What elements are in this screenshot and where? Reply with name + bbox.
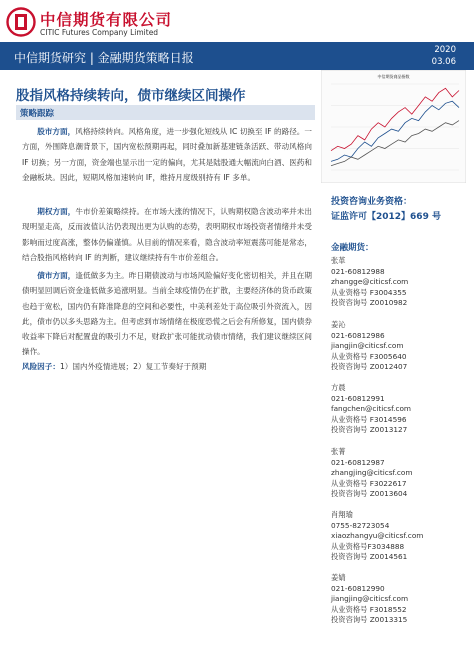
report-series-title: 中信期货研究 | 金融期货策略日报	[14, 51, 194, 65]
analyst-name: 张革	[331, 256, 346, 265]
report-date-year: 2020	[434, 45, 456, 55]
analyst-license: 从业资格号F3034888	[331, 541, 405, 551]
analyst-consult-license: 投资咨询号 Z0013127	[331, 425, 408, 435]
analyst-name: 张菁	[331, 447, 346, 456]
company-name-en: CITIC Futures Company Limited	[40, 28, 159, 37]
paragraph-text: 风格持续转向。风格角度，进一步强化短线从 IC 切换至 IF 的路径。一方面，外围降息潮背景下，国内宽松预期再起，同时叠加新基建链条活跃、带动风格向 IF 切换；另一方面，资金端也显示出一定的偏向，尤其是陆股通大幅流向白酒、医药和金融板块。因此，短期风格加速转向 IF，维持月度级别持有 IF 多单。	[22, 127, 312, 182]
analyst-card	[331, 383, 411, 436]
section-title: 策略跟踪	[20, 108, 55, 119]
analyst-license: 从业资格号 F3014596	[331, 414, 407, 424]
analyst-email[interactable]: jiangjin@citicsf.com	[331, 341, 404, 351]
analyst-email[interactable]: xiaozhangyu@citicsf.com	[331, 531, 424, 541]
analyst-name: 姜婧	[331, 573, 346, 582]
analyst-card	[331, 447, 412, 500]
analyst-phone: 021-60812988	[331, 266, 385, 276]
analyst-consult-license: 投资咨询号 Z0013315	[331, 615, 408, 625]
index-chart	[321, 70, 466, 183]
analyst-consult-license: 投资咨询号 Z0014561	[331, 552, 408, 562]
risk-factors	[22, 361, 206, 372]
analyst-card	[331, 573, 408, 626]
analysts-heading: 金融期货：	[331, 243, 374, 253]
report-banner	[0, 42, 474, 70]
analyst-phone: 021-60812987	[331, 457, 385, 467]
analyst-license: 从业资格号 F3018552	[331, 604, 407, 614]
paragraph-stock	[22, 124, 312, 185]
citic-logo-icon	[6, 7, 36, 37]
analyst-license: 从业资格号 F3004355	[331, 287, 407, 297]
paragraph-text: 牛市价差策略续持。在市场大涨的情况下，认购期权隐含波动率并未出现明显走高，反而波值认沽仍表现出更为认购的态势，表明期权市场投资者情绪并未受影响而过度高涨，整体仍偏谨慎。从目前的情况来看，隐含波动率短震荡可能是常态，结合股指风格转向 IF 的判断，建议继续持有牛市价差组合。	[22, 207, 313, 262]
section-header	[16, 105, 315, 120]
analyst-card	[331, 510, 423, 563]
company-logo	[6, 7, 238, 41]
paragraph-lead: 债市方面，	[37, 271, 76, 280]
report-headline: 股指风格持续转向，债市继续区间操作	[16, 88, 246, 104]
qualification-license: 证监许可【2012】669 号	[331, 212, 441, 222]
analyst-name: 方晨	[331, 383, 346, 392]
analyst-phone: 021-60812991	[331, 393, 385, 403]
report-date-day: 03.06	[431, 57, 456, 67]
paragraph-text: 逢低做多为主。昨日期债波动与市场风险偏好变化密切相关，并且在期债明显回调后资金逢低做多追涨明显。当前全球疫情仍在扩散，主要经济体的货币政策也趋于宽松，国内仍有降准降息的空间和必要性，中美利差处于高位吸引外资流入，因此，债市仍以多头思路为主。但考虑到市场情绪在极度恐慌之后会有所修复，国内债券收益率下降后对配置盘的吸引力不足，财政扩张可能扰动债市情绪，我们建议继续区间操作。	[22, 271, 313, 357]
analyst-email[interactable]: zhangge@citicsf.com	[331, 277, 409, 287]
analyst-phone: 0755-82723054	[331, 520, 390, 530]
paragraph-options	[22, 204, 312, 265]
company-name-cn: 中信期货有限公司	[40, 11, 173, 29]
paragraph-lead: 股市方面，	[37, 127, 76, 136]
analyst-card	[331, 320, 407, 373]
analyst-license: 从业资格号 F3022617	[331, 478, 407, 488]
paragraph-bond	[22, 268, 312, 360]
analyst-name: 肖翔瑜	[331, 510, 353, 519]
paragraph-lead: 期权方面，	[37, 207, 76, 216]
analyst-phone: 021-60812990	[331, 583, 385, 593]
analyst-consult-license: 投资咨询号 Z0012407	[331, 362, 408, 372]
analyst-email[interactable]: fangchen@citicsf.com	[331, 404, 412, 414]
analyst-license: 从业资格号 F3005640	[331, 351, 407, 361]
analyst-email[interactable]: jiangjing@citicsf.com	[331, 594, 409, 604]
analyst-phone: 021-60812986	[331, 330, 385, 340]
risk-text: 1）国内外疫情进展；2）复工节奏好于预期	[59, 362, 207, 371]
analyst-consult-license: 投资咨询号 Z0010982	[331, 298, 408, 308]
chart-title: 中信期货商品指数	[377, 74, 410, 79]
analyst-card	[331, 256, 408, 309]
analyst-consult-license: 投资咨询号 Z0013604	[331, 489, 408, 499]
qualification-title: 投资咨询业务资格：	[331, 197, 413, 207]
analyst-name: 姜沁	[331, 320, 346, 329]
analyst-email[interactable]: zhangjing@citicsf.com	[331, 468, 413, 478]
risk-lead: 风险因子：	[22, 362, 60, 371]
